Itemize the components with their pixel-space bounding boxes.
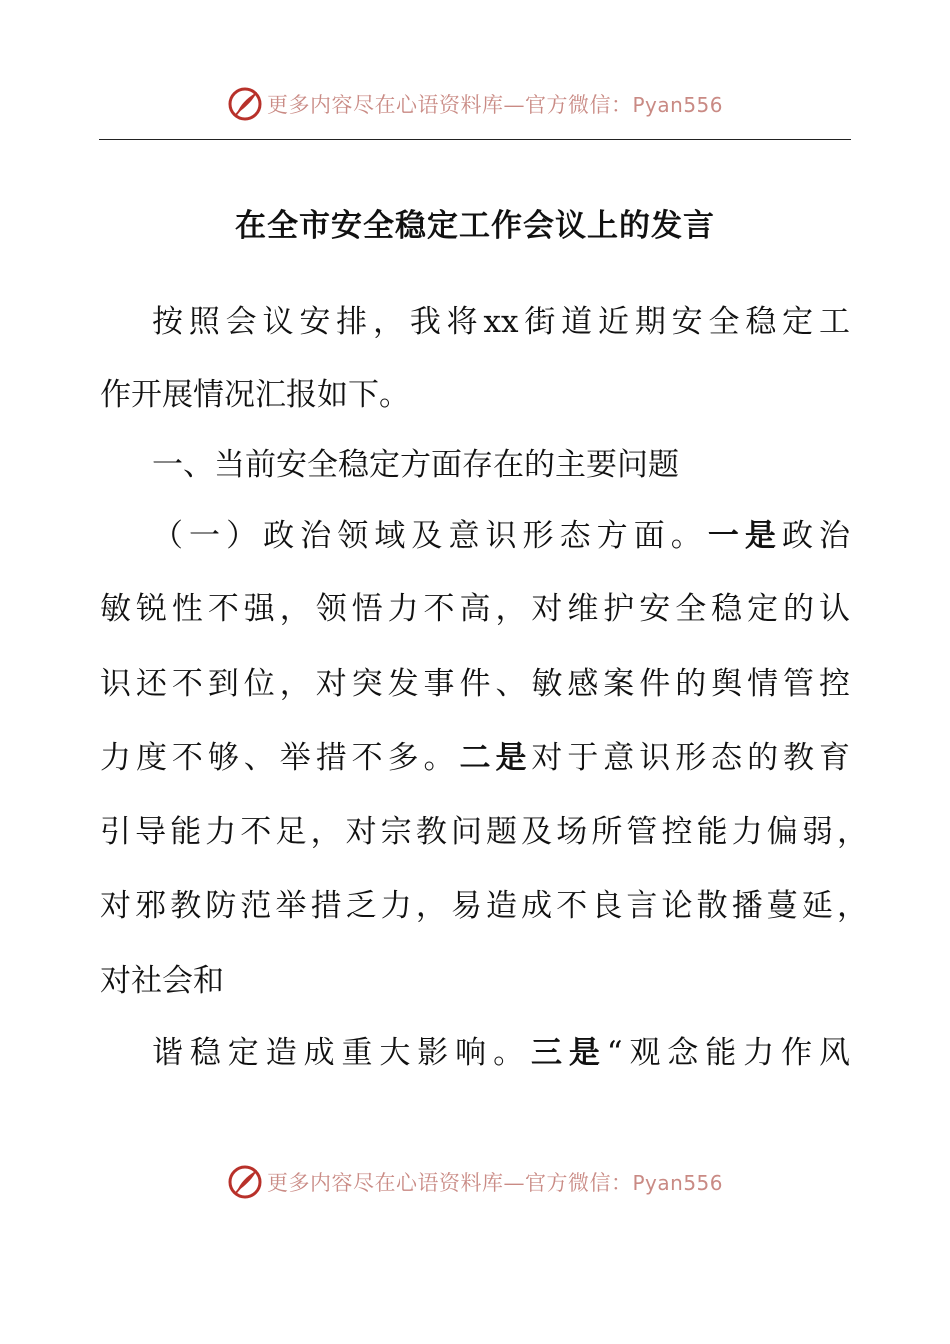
bold-lead: 一是 [707, 518, 782, 554]
footer-banner-text: 更多内容尽在心语资料库—官方微信： [266, 1171, 633, 1195]
paragraph-line [100, 738, 850, 778]
header-divider [99, 139, 851, 140]
bold-lead: 二是 [459, 740, 532, 776]
header-banner-text: 更多内容尽在心语资料库—官方微信： [266, 93, 633, 117]
text-run: “观念能力作风 [606, 1035, 850, 1071]
bold-lead: 三是 [530, 1035, 607, 1071]
text-run: （一）政治领域及意识形态方面。 [152, 518, 708, 554]
text-run: 对于意识形态的教育 [531, 740, 851, 776]
footer-watermark [0, 1160, 950, 1204]
paragraph-line: 敏锐性不强，领悟力不高，对维护安全稳定的认 [100, 591, 850, 627]
paragraph-line: 识还不到位，对突发事件、敏感案件的舆情管控 [100, 666, 850, 702]
paragraph-line [152, 1033, 850, 1073]
paragraph-line [152, 516, 850, 556]
paragraph-line: 对社会和 [100, 963, 224, 999]
quill-pen-logo-icon [227, 1164, 263, 1200]
paragraph-line: 对邪教防范举措乏力，易造成不良言论散播蔓延， [100, 888, 868, 924]
paragraph-line: 按照会议安排，我将xx街道近期安全稳定工 [152, 304, 850, 340]
section-heading: 一、当前安全稳定方面存在的主要问题 [152, 447, 679, 483]
header-wechat-id: Pyan556 [632, 93, 723, 117]
document-title: 在全市安全稳定工作会议上的发言 [235, 208, 715, 244]
paragraph-line: 作开展情况汇报如下。 [100, 377, 410, 413]
header-watermark [0, 82, 950, 126]
quill-pen-logo-icon [227, 86, 263, 122]
text-run: 政治 [781, 518, 851, 554]
text-run: 谐稳定造成重大影响。 [152, 1035, 531, 1071]
text-run: 力度不够、举措不多。 [100, 740, 460, 776]
footer-wechat-id: Pyan556 [632, 1171, 723, 1195]
paragraph-line: 引导能力不足，对宗教问题及场所管控能力偏弱， [100, 814, 868, 850]
